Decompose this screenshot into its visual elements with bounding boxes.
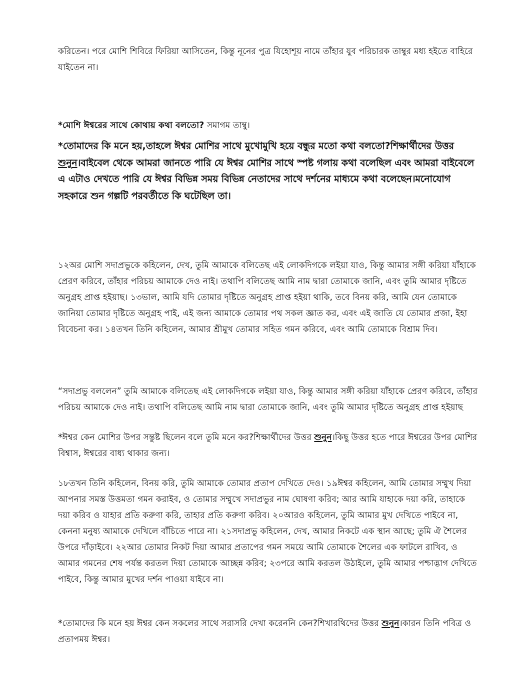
scripture-paragraph-2 bbox=[58, 476, 478, 588]
question-paragraph-4 bbox=[58, 616, 478, 648]
answer-text: সমাগম তাম্বু। bbox=[204, 121, 250, 131]
question-post: ।কিছু উত্তর হতে পারে ঈশ্বরের উপর মোশির বিশ্বাস, ঈশ্বরের বাধ্য থাকার জন্য। bbox=[58, 433, 478, 459]
question-pre: *ঈশ্বর কেন মোশির উপর সন্তুষ্ট ছিলেন বলে তুমি মনে কর?শিক্ষার্থীদের উত্তর bbox=[58, 433, 315, 443]
quote-text: “সদাপ্রভু বললেন” তুমি আমাকে বলিতেছ এই লোকদিগকে লইয়া যাও, কিন্তু আমার সঙ্গী করিয়া যাঁহাকে প্রেরণ করিবে, তাঁহার পরিচয় আমাকে দেও নাই। তথাপি বলিতেছ আমি নাম দ্বারা তোমাকে জানি, এবং তুমি আমার দৃষ্টিতে অনুগ্রহ প্রাপ্ত হইয়াছ bbox=[58, 387, 478, 413]
question-paragraph-3 bbox=[58, 430, 478, 462]
scripture-text: ১৮তখন তিনি কহিলেন, বিনয় করি, তুমি আমাকে তোমার প্রতাপ দেখিতে দেও। ১৯ঈশ্বর কহিলেন, আমি তোমার সম্মুখ দিয়া আপনার সমস্ত উত্তমতা গমন করাইব, ও তোমার সম্মুখে সদাপ্রভুর নাম ঘোষণা করিব; আর আমি যাহাকে দয়া করি, তাহাকে দয়া করিব ও যাহার প্রতি করুণা করি, তাহার প্রতি করুণা করিব। ২০আরও কহিলেন, তুমি আমার মুখ দেখিতে পাইবে না, কেননা মনুষ্য আমাকে দেখিলে বাঁচিতে পারে না। ২১সদাপ্রভু কহিলেন, দেখ, আমার নিকটে এক স্থান আছে; তুমি ঐ শৈলের উপরে দাঁড়াইবে। ২২আর তোমার নিকট দিয়া আমার প্রতাপের গমন সময়ে আমি তোমাকে শৈলের এক ফাটলে রাখিব, ও আমার গমনের শেষ পর্যন্ত করতল দিয়া তোমাকে আচ্ছন্ন করিব; ২৩পরে আমি করতল উঠাইলে, তুমি আমার পশ্চাদ্ভাগ দেখিতে পাইবে, কিন্তু আমার মুখের দর্শন পাওয়া যাইবে না। bbox=[58, 479, 477, 585]
question-post: ।বাইবেল থেকে আমরা জানতে পারি যে ঈশ্বর মোশির সাথে স্পষ্ট গলায় কথা বলেছিল এবং আমরা বাইবেলে এ এটাও দেখতে পারি যে ঈশ্বর বিভিন্ন সময় বিভিন্ন নেতাদের সাথে দর্শনের মাধ্যমে কথা বলেছেন।মনোযোগ সহকারে শুন গল্পটি পরবর্তীতে কি ঘটেছিল তা। bbox=[58, 157, 475, 202]
listen-highlight: শুনুন bbox=[58, 157, 78, 169]
question-pre: *তোমাদের কি মনে হয় ঈশ্বর কেন সকলের সাথে সরাসরি দেখা করেননি কেন?শিখারথিদের উত্তর bbox=[58, 619, 382, 629]
scripture-paragraph-1 bbox=[58, 258, 478, 338]
question-text: *মোশি ঈশ্বরের সাথে কোথায় কথা বলতো? bbox=[58, 121, 205, 131]
listen-highlight: শুনুন bbox=[314, 433, 332, 443]
quote-paragraph bbox=[58, 384, 478, 416]
question-paragraph-1 bbox=[58, 118, 478, 134]
intro-paragraph bbox=[58, 44, 478, 76]
question-pre: *তোমাদের কি মনে হয়,তাহলে ঈশ্বর মোশির সাথে মুখোমুখি হয়ে বন্ধুর মতো কথা বলতো?শিক্ষার্থীদের উত্তর bbox=[58, 141, 454, 152]
listen-highlight: শুনুন bbox=[381, 619, 400, 629]
intro-text: করিতেন। পরে মোশি শিবিরে ফিরিয়া আসিতেন, কিন্তু নূনের পুত্র যিহোশূয় নামে তাঁহার যুব পরিচারক তাম্বুর মধ্য হইতে বাহিরে যাইতেন না। bbox=[58, 47, 473, 73]
scripture-text: ১২অর মোশি সদাপ্রভুকে কহিলেন, দেখ, তুমি আমাকে বলিতেছ এই লোকদিগকে লইয়া যাও, কিন্তু আমার সঙ্গী করিয়া যাঁহাকে প্রেরণ করিবে, তাঁহার পরিচয় আমাকে দেও নাই। তথাপি বলিতেছ আমি নাম দ্বারা তোমাকে জানি, এবং তুমি আমার দৃষ্টিতে অনুগ্রহ প্রাপ্ত হইয়াছ। ১৩ভাল, আমি যদি তোমার দৃষ্টিতে অনুগ্রহ প্রাপ্ত হইয়া থাকি, তবে বিনয় করি, আমি যেন তোমাকে জানিয়া তোমার দৃষ্টিতে অনুগ্রহ পাই, এই জন্য আমাকে তোমার পথ সকল জ্ঞাত কর, এবং এই জাতি যে তোমার প্রজা, ইহা বিবেচনা কর। ১৪তখন তিনি কহিলেন, আমার শ্রীমুখ তোমার সহিত গমন করিবে, এবং আমি তোমাকে বিশ্রাম দিব। bbox=[58, 261, 476, 335]
question-paragraph-2 bbox=[58, 139, 478, 205]
question-post: ।কারন তিনি পবিত্র ও প্রতাপময় ঈশ্বর। bbox=[58, 619, 472, 645]
